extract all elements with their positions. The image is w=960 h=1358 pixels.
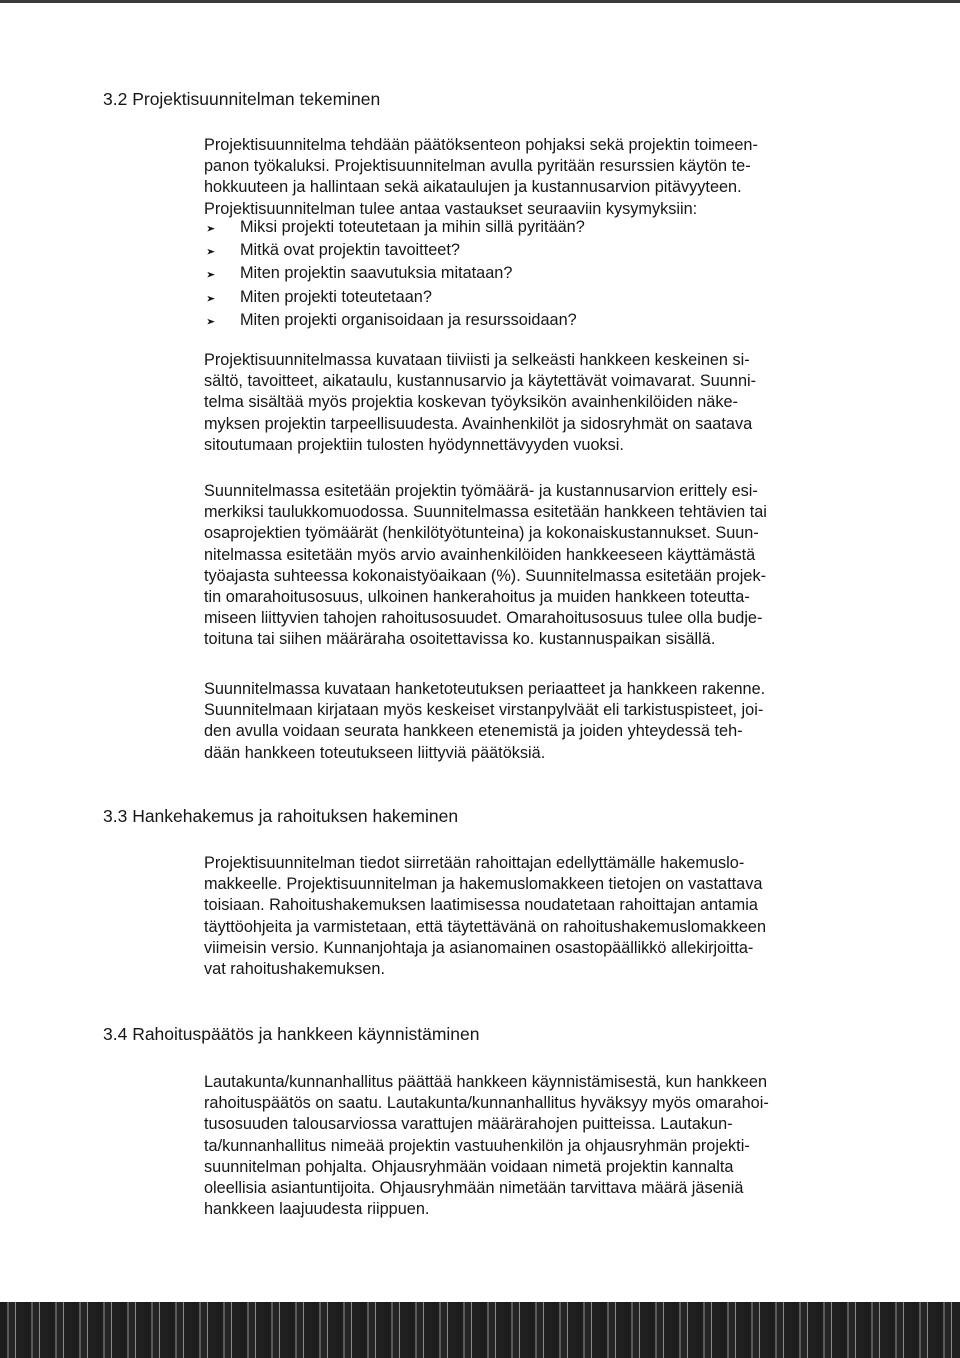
section-heading-3-2: 3.2 Projektisuunnitelman tekeminen — [103, 89, 381, 109]
list-item-text: Miten projektin saavutuksia mitataan? — [240, 264, 513, 283]
list-item — [204, 310, 585, 333]
list-item — [204, 287, 585, 310]
arrow-bullet-icon: ➤ — [206, 317, 216, 327]
list-item-text: Mitkä ovat projektin tavoitteet? — [240, 241, 460, 260]
section-3-2-intro: Projektisuunnitelma tehdään päätöksenteon pohjaksi sekä projektin toimeen- panon työkaluksi. Projektisuunnitelman avulla pyritään resurssien käytön te- hokkuuteen ja hallintaan sekä aikataulujen ja kustannusarvion pitävyyteen. Projektisuunnitelman tulee antaa vastaukset seuraaviin kysymyksiin: — [204, 136, 758, 218]
arrow-bullet-icon: ➤ — [206, 270, 216, 281]
section-3-2-paragraph-3: Suunnitelmassa esitetään projektin työmäärä- ja kustannusarvion erittely esi- merkiksi taulukkomuodossa. Suunnitelmassa esitetään hankkeen tehtävien tai osaprojektien työmäärät (henkilötyötunteina) ja kokonaiskustannukset. Suun- nitelmassa esitetään myös arvio avainhenkilöiden hankkeeseen käyttämästä työajasta suhteessa kokonaistyöaikaan (%). Suunnitelmassa esitetään projek- tin omarahoitusosuus, ulkoinen hankerahoitus ja muiden hankkeen toteutta- miseen liittyvien tahojen rahoitusosuudet. Omarahoitusosuus tulee olla budje- toituna tai siihen määräraha osoitettavissa ko. kustannuspaikan sisällä. — [204, 482, 767, 649]
section-heading-3-4: 3.4 Rahoituspäätös ja hankkeen käynnistäminen — [103, 1024, 480, 1044]
section-3-3-paragraph: Projektisuunnitelman tiedot siirretään rahoittajan edellyttämälle hakemuslo- makkeelle. Projektisuunnitelman ja hakemuslomakkeen tietojen on vastattava toisiaan. Rahoitushakemuksen laatimisessa noudatetaan rahoittajan antamia täyttöohjeita ja varmistetaan, että täytettävänä on rahoitushakemuslomakkeen viimeisin versio. Kunnanjohtaja ja asianomainen osastopäällikkö allekirjoitta- vat rahoitushakemuksen. — [204, 854, 767, 979]
section-3-2-paragraph-4: Suunnitelmassa kuvataan hanketoteutuksen periaatteet ja hankkeen rakenne. Suunnitelmaan kirjataan myös keskeiset virstanpylväät eli tarkistuspisteet, joi- den avulla voidaan seurata hankkeen etenemistä ja joiden yhteydessä teh- dään hankkeen toteutukseen liittyviä päätöksiä. — [204, 680, 766, 762]
section-heading-3-3: 3.3 Hankehakemus ja rahoituksen hakeminen — [103, 806, 459, 826]
list-item-text: Miten projekti toteutetaan? — [240, 287, 432, 306]
scan-top-edge — [0, 0, 960, 3]
arrow-bullet-icon: ➤ — [206, 247, 216, 258]
scan-bottom-edge — [0, 1302, 960, 1358]
section-3-2-paragraph-2: Projektisuunnitelmassa kuvataan tiiviisti ja selkeästi hankkeen keskeinen si- sältö, tavoitteet, aikataulu, kustannusarvio ja käytettävät voimavarat. Suunni- telma sisältää myös projektia koskevan työyksikön avainhenkilöiden näke- myksen projektin tarpeellisuudesta. Avainhenkilöt ja sidosryhmät on saatava sitoutumaan projektiin tulosten hyödynnettävyyden vuoksi. — [204, 351, 757, 454]
list-item — [204, 217, 585, 240]
list-item — [204, 263, 585, 286]
arrow-bullet-icon: ➤ — [206, 293, 216, 304]
arrow-bullet-icon: ➤ — [206, 224, 216, 234]
list-item-text: Miksi projekti toteutetaan ja mihin sillä pyritään? — [240, 218, 585, 236]
list-item-text: Miten projekti organisoidaan ja resurssoidaan? — [240, 310, 577, 329]
question-list — [204, 217, 585, 333]
list-item — [204, 240, 585, 263]
section-3-4-paragraph: Lautakunta/kunnanhallitus päättää hankkeen käynnistämisestä, kun hankkeen rahoituspäätös on saatu. Lautakunta/kunnanhallitus hyväksyy myös omarahoi- tusosuuden talousarviossa varattujen määrärahojen puitteissa. Lautakun- ta/kunnanhallitus nimeää projektin vastuuhenkilön ja ohjausryhmän projekti- suunnitelman pohjalta. Ohjausryhmään voidaan nimetä projektin kannalta oleellisia asiantuntijoita. Ohjausryhmään nimetään tarvittava määrä jäseniä hankkeen laajuudesta riippuen. — [204, 1073, 769, 1219]
